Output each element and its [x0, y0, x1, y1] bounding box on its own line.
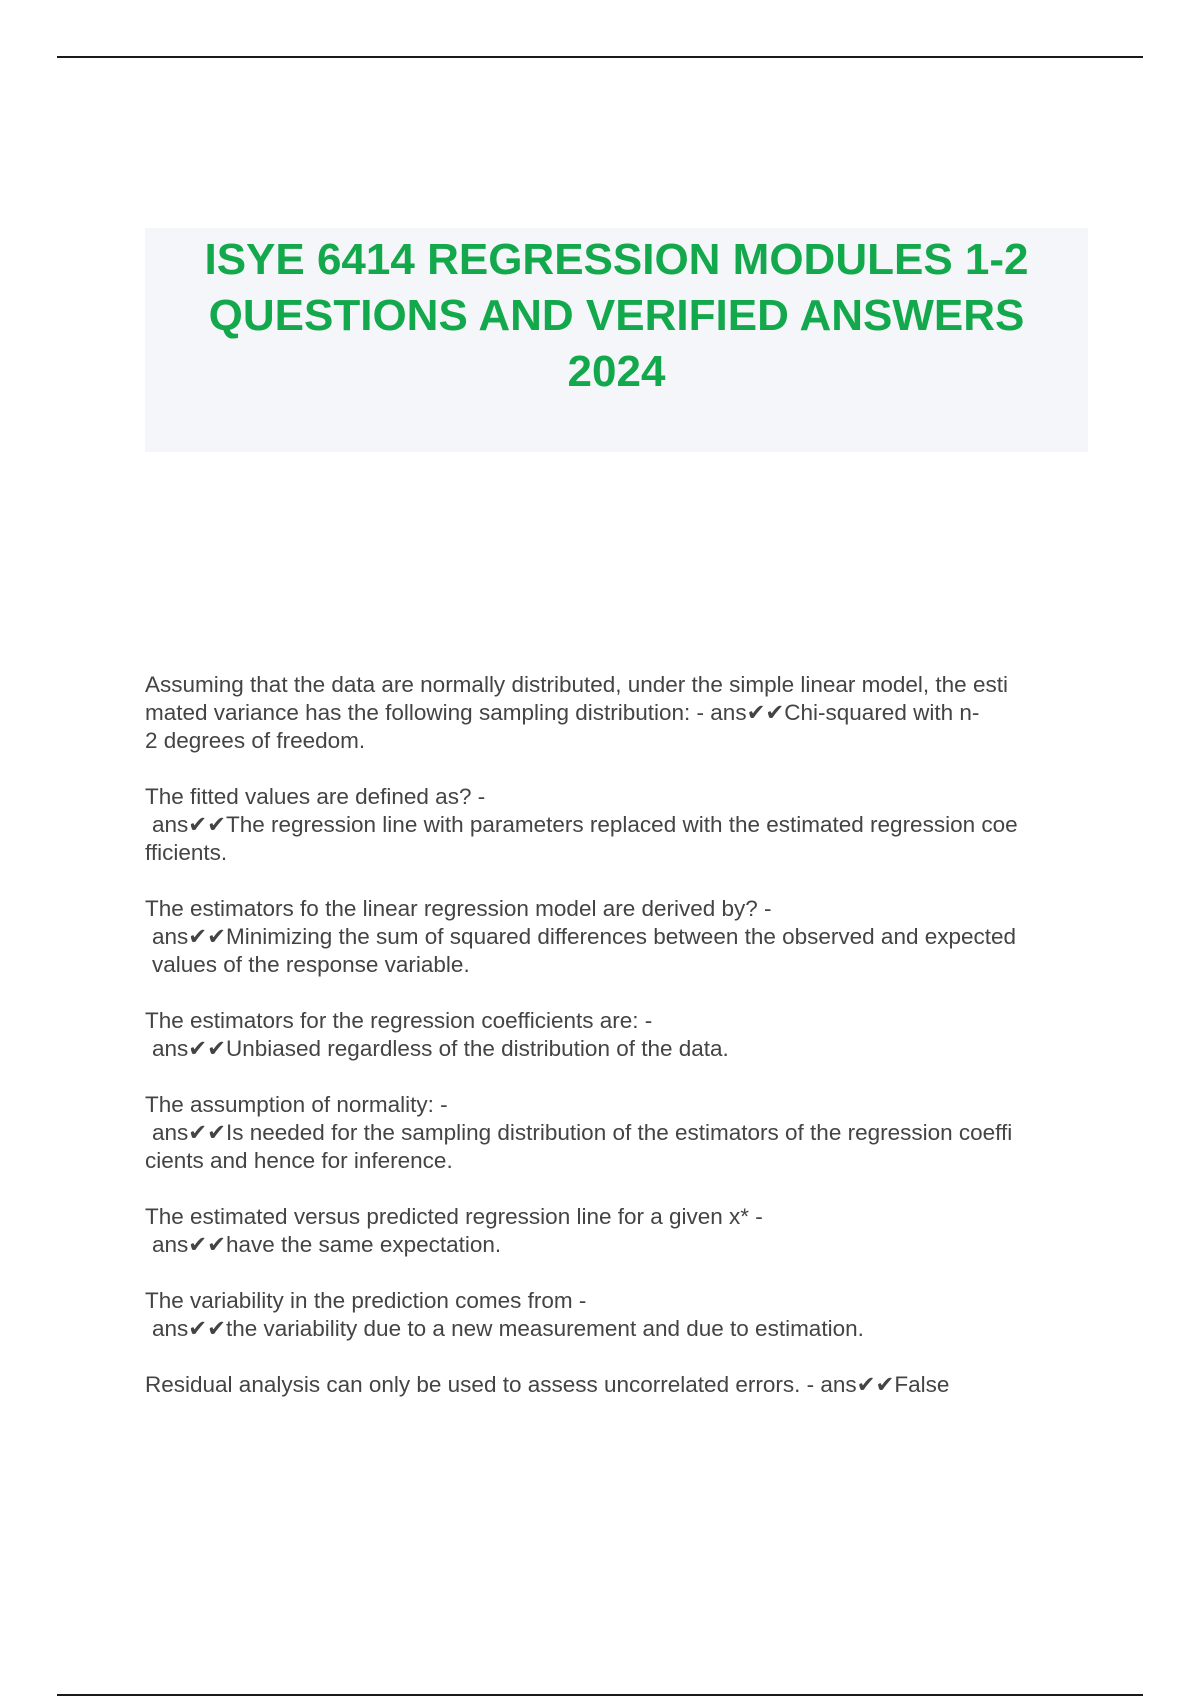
qa-question: The fitted values are defined as? - — [145, 784, 486, 809]
bottom-divider — [57, 1694, 1143, 1696]
qa-item — [145, 783, 1090, 867]
qa-answer: ans✔✔Is needed for the sampling distribution of the estimators of the regression coeffi — [152, 1120, 1013, 1145]
qa-question: The estimators fo the linear regression model are derived by? - — [145, 896, 772, 921]
title-banner — [145, 228, 1088, 452]
qa-answer: ans✔✔Unbiased regardless of the distribution of the data. — [152, 1036, 729, 1061]
qa-question: The estimated versus predicted regression line for a given x* - — [145, 1204, 763, 1229]
qa-line: values of the response variable. — [152, 952, 470, 977]
top-divider — [57, 56, 1143, 58]
qa-line: mated variance has the following sampling distribution: - ans✔✔Chi-squared with n- — [145, 700, 980, 725]
qa-question: The assumption of normality: - — [145, 1092, 448, 1117]
title-line: QUESTIONS AND VERIFIED ANSWERS — [208, 291, 1025, 340]
qa-line: cients and hence for inference. — [145, 1148, 453, 1173]
qa-question: The estimators for the regression coefficients are: - — [145, 1008, 653, 1033]
qa-item — [145, 1371, 1090, 1399]
qa-line: 2 degrees of freedom. — [145, 728, 366, 753]
qa-answer: ans✔✔The regression line with parameters replaced with the estimated regression coe — [152, 812, 1018, 837]
qa-answer: ans✔✔Minimizing the sum of squared differences between the observed and expected — [152, 924, 1017, 949]
qa-item — [145, 1287, 1090, 1343]
qa-item — [145, 1007, 1090, 1063]
qa-line: Assuming that the data are normally distributed, under the simple linear model, the esti — [145, 672, 1008, 697]
qa-line: Residual analysis can only be used to assess uncorrelated errors. - ans✔✔False — [145, 1372, 950, 1397]
qa-question: The variability in the prediction comes from - — [145, 1288, 587, 1313]
qa-line: fficients. — [145, 840, 228, 865]
qa-answer: ans✔✔the variability due to a new measurement and due to estimation. — [152, 1316, 864, 1341]
qa-item — [145, 1091, 1090, 1175]
qa-answer: ans✔✔have the same expectation. — [152, 1232, 502, 1257]
qa-list — [145, 671, 1090, 1427]
qa-item — [145, 895, 1090, 979]
title-line: 2024 — [567, 347, 666, 396]
qa-item — [145, 1203, 1090, 1259]
title-line: ISYE 6414 REGRESSION MODULES 1-2 — [204, 235, 1029, 284]
qa-item — [145, 671, 1090, 755]
